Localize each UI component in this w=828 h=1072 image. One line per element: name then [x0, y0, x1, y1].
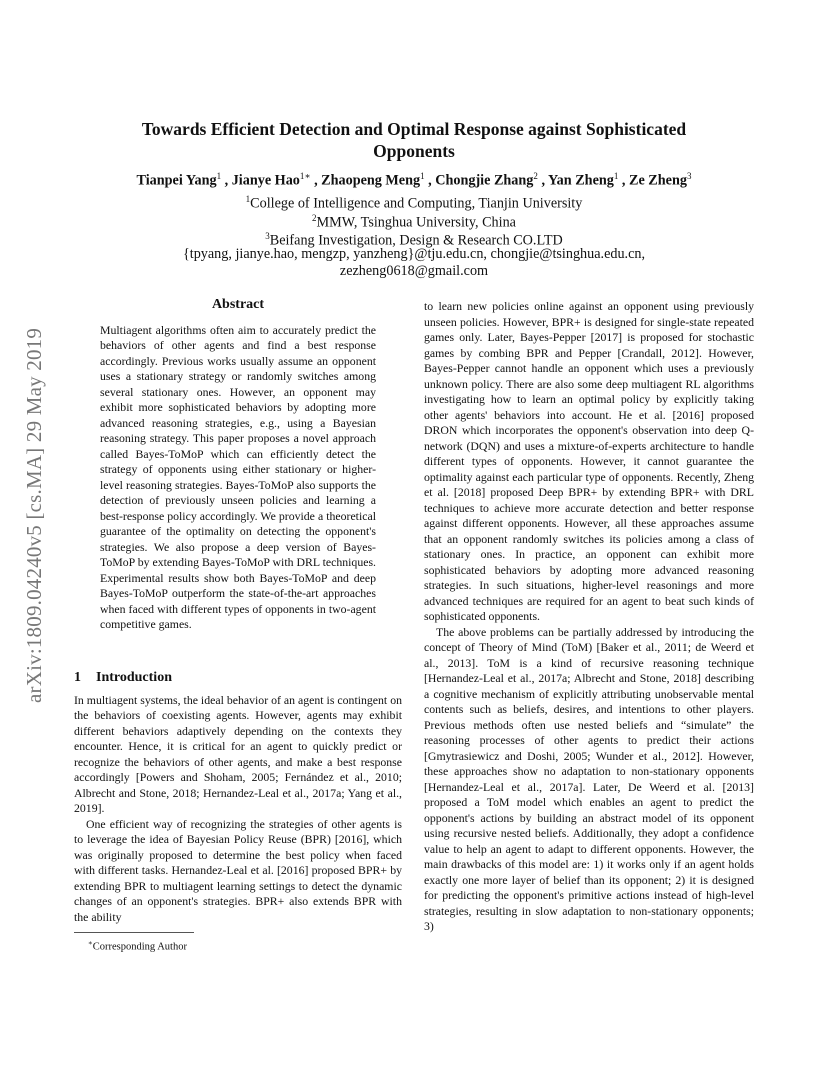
footnote-mark: ∗ [88, 939, 93, 947]
introduction-section [74, 670, 402, 925]
abstract-text: Multiagent algorithms often aim to accurately predict the behaviors of other agents and find a best response accordingly. Previous works usually assume an opponent uses a stationary strategy or randomly switches among several stationary ones. However, an opponent may exhibit more sophisticated behaviors by adopting more advanced reasoning strategies, e.g., using a Bayesian reasoning strategy. This paper proposes a novel approach called Bayes-ToMoP which can efficiently detect the strategy of opponents using either stationary or higher-level reasoning strategies. Bayes-ToMoP also supports the detection of previously unseen policies and learning a best-response policy accordingly. We provide a theoretical guarantee of the optimality on detecting the opponent's strategies. We also propose a deep version of Bayes-ToMoP by extending Bayes-ToMoP with DRL techniques. Experimental results show both Bayes-ToMoP and deep Bayes-ToMoP outperform the state-of-the-art approaches when faced with different types of opponents in two-agent competitive games. [100, 322, 376, 631]
footnote [88, 939, 187, 953]
author-mark: 1∗ [299, 171, 311, 181]
affiliation-mark: 3 [265, 231, 270, 241]
author-name: Zhaopeng Meng [321, 172, 421, 189]
title-line-1: Towards Efficient Detection and Optimal Response against Sophisticated [141, 119, 687, 139]
affiliation-text: MMW, Tsinghua University, China [316, 214, 516, 231]
section-title: Introduction [96, 670, 172, 685]
arxiv-identifier: arXiv:1809.04240v5 [cs.MA] 29 May 2019 [22, 327, 46, 703]
author-mark: 2 [533, 171, 538, 181]
author-mark: 1 [613, 171, 619, 181]
paper-title [80, 118, 748, 162]
intro-paragraph-1: In multiagent systems, the ideal behavior of an agent is contingent on the behaviors of coexisting agents. However, agents may exhibit different behaviors adaptively depending on the contexts they encounter. Hence, it is critical for an agent to quickly predict or recognize the behaviors of other agents, and make a best response accordingly [Powers and Shoham, 2005; Fernández et al., 2010; Albrecht and Stone, 2018; Hernandez-Leal et al., 2017a; Yang et al., 2019]. [74, 692, 402, 815]
section-heading [74, 670, 402, 686]
affiliation-text: Beifang Investigation, Design & Research CO.LTD [269, 232, 563, 249]
author-mark: 3 [686, 171, 692, 181]
author-name: Ze Zheng [629, 172, 687, 189]
affiliation-text: College of Intelligence and Computing, Tianjin University [250, 195, 583, 212]
right-paragraph-2: The above problems can be partially addressed by introducing the concept of Theory of Mind (ToM) [Baker et al., 2011; de Weerd et al., 2013]. ToM is a kind of recursive reasoning technique [Hernandez-Leal et al., 2017a; Albrecht and Stone, 2018] describing a cognitive mechanism of explicitly attributing unobservable mental contents such as beliefs, desires, and intentions to other players. Previous methods often use nested beliefs and “simulate” the reasoning processes of other agents to predict their actions [Gmytrasiewicz and Doshi, 2005; Wunder et al., 2012]. However, these approaches show no adaptation to non-stationary opponents [Hernandez-Leal et al., 2017a]. Later, De Weerd et al. [2013] proposed a ToM model which enables an agent to predict the opponent's actions by building an abstract model of its opponent using recursive nested beliefs. Additionally, they adopt a confidence value to help an agent to adapt to different opponents. However, the main drawbacks of this model are: 1) it works only if an agent holds exactly one more layer of belief than its opponent; 2) it is designed for predicting the opponent's primitive actions instead of high-level strategies, resulting in slow adaptation to non-stationary opponents; 3) [424, 624, 754, 933]
author-list: Tianpei Yang$^1$ , Jianye Hao$^{1∗}$ , Zhaopeng Meng$^1$ , Chongjie Zhang$^2$ , Yan Zheng$^1$ , Ze Zheng$^3$ [136, 171, 692, 189]
author-name: Yan Zheng [548, 172, 614, 189]
author-name: Jianye Hao [231, 172, 300, 189]
right-paragraph-1: to learn new policies online against an opponent using previously unseen policies. However, BPR+ is designed for single-state repeated games only. Later, Bayes-Pepper [2017] is proposed for stochastic games by combing BPR and Pepper [Crandall, 2012]. However, Bayes-Pepper cannot handle an opponent which uses a previously unknown policy. There are also some deep multiagent RL algorithms investigating how to learn an optimal policy by explicitly taking other agents' behaviors into account. He et al. [2016] proposed DRON which incorporates the opponent's observation into deep Q-network (DQN) and uses a mixture-of-experts architecture to handle different types of opponents. However, it cannot guarantee the optimality against each particular type of opponents. Recently, Zheng et al. [2018] proposed Deep BPR+ by extending BPR+ with DRL techniques to achieve more accurate detection and better response against different opponents. However, all these approaches assume that an opponent randomly switches its policies among a class of stationary ones. In practice, an opponent can exhibit more sophisticated behaviors by adopting more advanced reasoning strategies. In such situations, higher-level reasonings and more advanced techniques are required for an agent to beat such kinds of sophisticated opponents. [424, 299, 754, 623]
author-mark: 1 [420, 171, 425, 181]
email-line-2: zezheng0618@gmail.com [339, 263, 489, 279]
title-line-2: Opponents [373, 141, 455, 161]
footnote-text: Corresponding Author [92, 941, 187, 953]
email-line-1: {tpyang, jianye.hao, mengzp, yanzheng}@tju.edu.cn, chongjie@tsinghua.edu.cn, [182, 246, 646, 262]
abstract-section [100, 297, 376, 633]
right-column [424, 299, 754, 935]
abstract-heading: Abstract [211, 297, 265, 312]
affiliation-mark: 1 [245, 194, 251, 204]
author-name: Chongjie Zhang [435, 172, 534, 189]
section-number: 1 [74, 670, 81, 685]
intro-paragraph-2: One efficient way of recognizing the strategies of other agents is to leverage the idea of Bayesian Policy Reuse (BPR) [2016], which was originally proposed to determine the best policy when faced with different tasks. Hernandez-Leal et al. [2016] proposed BPR+ by extending BPR to multiagent learning settings to detect the dynamic changes of an opponent's strategies. BPR+ also extends BPR with the ability [74, 816, 402, 924]
footnote-rule [74, 932, 194, 933]
affiliation-mark: 2 [312, 213, 317, 223]
author-name: Tianpei Yang [136, 172, 217, 189]
author-mark: 1 [216, 171, 222, 181]
